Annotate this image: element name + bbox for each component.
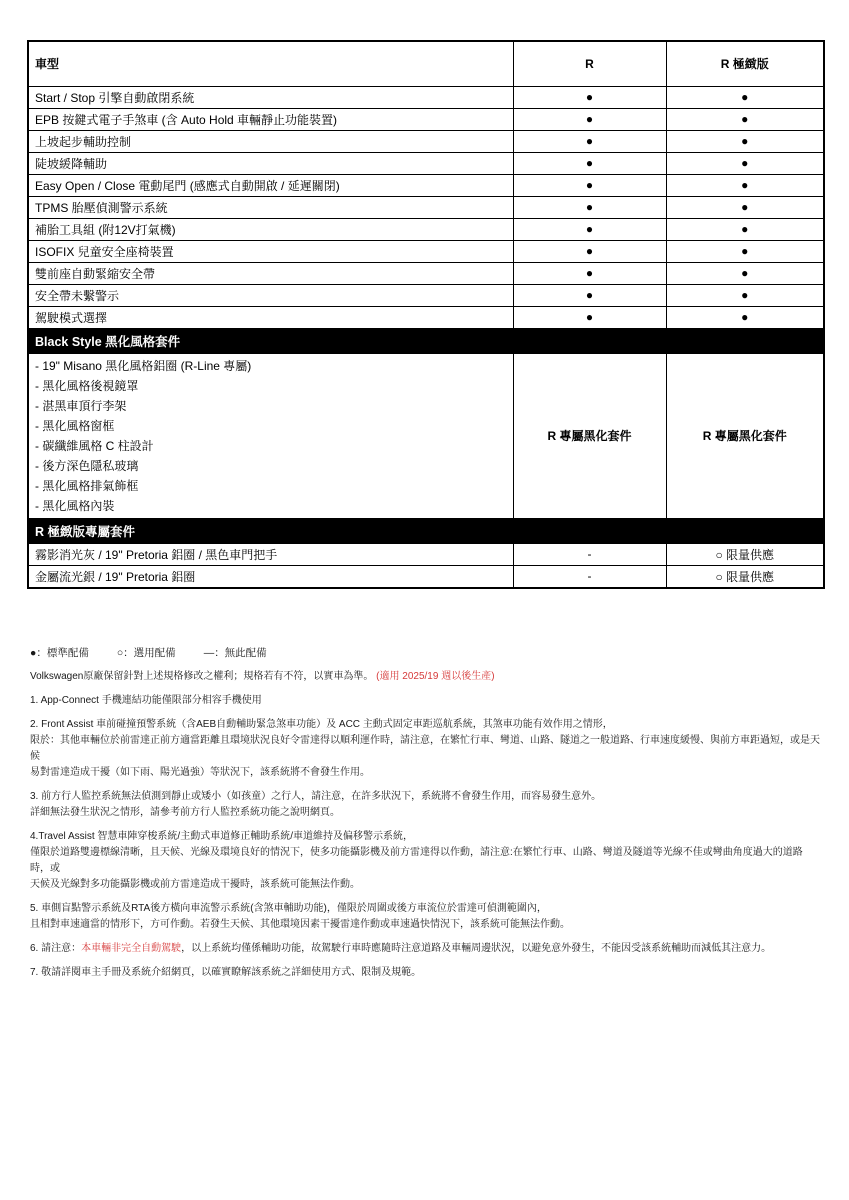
black-style-package-r-premium: R 專屬黑化套件 xyxy=(666,353,824,518)
disclaimer-text: Volkswagen原廠保留針對上述規格修改之權利；規格若有不符，以實車為準。 xyxy=(30,671,374,682)
availability-limited: ○ 限量供應 xyxy=(666,565,824,588)
availability-dot: ● xyxy=(666,306,824,328)
section-header-r-premium xyxy=(28,518,824,543)
availability-dot: ● xyxy=(513,262,666,284)
feature-name: TPMS 胎壓偵測警示系統 xyxy=(28,196,513,218)
availability-dot: ● xyxy=(513,174,666,196)
black-style-item: - 19" Misano 黑化風格鋁圈 (R-Line 專屬) xyxy=(35,358,252,373)
black-style-item: - 碳纖維風格 C 柱設計 xyxy=(35,438,154,453)
black-style-item: - 黑化風格後視鏡罩 xyxy=(35,378,139,393)
black-style-item: - 黑化風格內裝 xyxy=(35,498,115,513)
legend xyxy=(30,645,822,660)
availability-dot: ● xyxy=(513,152,666,174)
feature-name: Easy Open / Close 電動尾門 (感應式自動開啟 / 延遲關閉) xyxy=(28,174,513,196)
feature-name: Start / Stop 引擎自動啟閉系統 xyxy=(28,86,513,108)
availability-dot: ● xyxy=(666,130,824,152)
footnote-5: 5. 車側盲點警示系統及RTA後方橫向車流警示系統(含煞車輔助功能)，僅限於周圍或後方車流位於雷達可偵測範圍內， 且相對車速適當的情形下，方可作動。若發生天候、其他環境因素干擾雷達作動或車速過快情況下，該系統可能無法作動。 xyxy=(30,903,570,930)
availability-dot: ● xyxy=(666,174,824,196)
footnote-4: 4.Travel Assist 智慧車陣穿梭系統/主動式車道修正輔助系統/車道維持及偏移警示系統， 僅限於道路雙邊標線清晰，且天候、光線及環境良好的情況下，使多功能攝影機及前方雷達得以作動，請注意:在繁忙行車、山路、彎道及隧道等光線不佳或彎曲角度過大的道路時，或 天候及光線對多功能攝影機或前方雷達造成干擾時，該系統可能無法作動。 xyxy=(30,831,803,890)
availability-dot: ● xyxy=(513,240,666,262)
feature-name: 霧影消光灰 / 19" Pretoria 鋁圈 / 黑色車門把手 xyxy=(28,543,513,565)
feature-name: 雙前座自動緊縮安全帶 xyxy=(28,262,513,284)
feature-name: 駕駛模式選擇 xyxy=(28,306,513,328)
disclaimer xyxy=(30,669,822,685)
footnote-6-prefix: 6. 請注意： xyxy=(30,943,82,954)
footnote-3: 3. 前方行人監控系統無法偵測到靜止或矮小（如孩童）之行人，請注意，在許多狀況下，系統將不會發生作用，而容易發生意外。 詳細無法發生狀況之情形，請參考前方行人監控系統功能之說明網頁。 xyxy=(30,791,602,818)
table-row xyxy=(28,218,824,240)
col-header-r-premium: R 極緻版 xyxy=(666,41,824,86)
section-header-black-style xyxy=(28,328,824,353)
table-row xyxy=(28,306,824,328)
availability-dot: ● xyxy=(666,196,824,218)
black-style-item: - 湛黑車頂行李架 xyxy=(35,398,127,413)
black-style-item: - 黑化風格窗框 xyxy=(35,418,115,433)
availability-dot: ● xyxy=(513,130,666,152)
footnote-6-suffix: ，以上系統均僅係輔助功能，故駕駛行車時應隨時注意道路及車輛周邊狀況，以避免意外發生，不能因受該系統輔助而減低其注意力。 xyxy=(181,943,772,954)
col-header-r: R xyxy=(513,41,666,86)
legend-none: —：無此配備 xyxy=(203,647,267,659)
table-row xyxy=(28,240,824,262)
feature-name: 補胎工具組 (附12V打氣機) xyxy=(28,218,513,240)
table-row xyxy=(28,196,824,218)
feature-name: ISOFIX 兒童安全座椅裝置 xyxy=(28,240,513,262)
table-row xyxy=(28,152,824,174)
footnotes xyxy=(30,645,822,989)
feature-name: EPB 按鍵式電子手煞車 (含 Auto Hold 車輛靜止功能裝置) xyxy=(28,108,513,130)
footnote-6-warning: 本車輛非完全自動駕駛 xyxy=(81,943,182,954)
legend-standard: ●：標準配備 xyxy=(30,647,89,659)
black-style-item: - 後方深色隱私玻璃 xyxy=(35,458,139,473)
footnote-1: 1. App-Connect 手機連結功能僅限部分相容手機使用 xyxy=(30,695,262,706)
availability-dot: ● xyxy=(666,240,824,262)
availability-dot: ● xyxy=(666,86,824,108)
feature-name: 陡坡緩降輔助 xyxy=(28,152,513,174)
legend-optional: ○：選用配備 xyxy=(116,647,176,659)
availability-dot: ● xyxy=(513,284,666,306)
table-row xyxy=(28,108,824,130)
black-style-item: - 黑化風格排氣飾框 xyxy=(35,478,139,493)
feature-name: 上坡起步輔助控制 xyxy=(28,130,513,152)
availability-dot: ● xyxy=(513,196,666,218)
table-row xyxy=(28,86,824,108)
section-title: Black Style 黑化風格套件 xyxy=(28,328,824,353)
availability-dot: ● xyxy=(666,262,824,284)
availability-dot: ● xyxy=(513,306,666,328)
footnote-7: 7. 敬請詳閱車主手冊及系統介紹網頁，以確實瞭解該系統之詳細使用方式、限制及規範。 xyxy=(30,967,422,978)
black-style-package-r: R 專屬黑化套件 xyxy=(513,353,666,518)
footnote-2: 2. Front Assist 車前碰撞預警系統（含AEB自動輔助緊急煞車功能）及 ACC 主動式固定車距巡航系統，其煞車功能有效作用之情形， 限於：其他車輛位於前雷達正前方適當距離且環境狀況良好令雷達得以順利運作時，請注意，在繁忙行車、彎道、山路、隧道之一般道路、行車速度緩慢、與前方車距過短，或是天候 易對雷達造成干擾（如下雨、陽光過強）等狀況下，該系統將不會發生作用。 xyxy=(30,719,820,778)
table-header-row xyxy=(28,41,824,86)
table-row xyxy=(28,284,824,306)
footnote-6 xyxy=(30,941,822,957)
availability-dash: - xyxy=(513,543,666,565)
table-row xyxy=(28,262,824,284)
black-style-row xyxy=(28,353,824,518)
table-row xyxy=(28,130,824,152)
availability-dot: ● xyxy=(666,284,824,306)
section-title: R 極緻版專屬套件 xyxy=(28,518,824,543)
availability-dot: ● xyxy=(513,86,666,108)
table-row xyxy=(28,565,824,588)
black-style-items xyxy=(28,353,513,518)
spec-table xyxy=(27,40,825,589)
table-row xyxy=(28,543,824,565)
col-header-model: 車型 xyxy=(28,41,513,86)
availability-dash: - xyxy=(513,565,666,588)
feature-name: 金屬流光銀 / 19" Pretoria 鋁圈 xyxy=(28,565,513,588)
availability-dot: ● xyxy=(513,218,666,240)
disclaimer-red-note: (適用 2025/19 週以後生產) xyxy=(376,671,495,682)
availability-dot: ● xyxy=(666,152,824,174)
availability-dot: ● xyxy=(666,218,824,240)
availability-dot: ● xyxy=(513,108,666,130)
availability-dot: ● xyxy=(666,108,824,130)
feature-name: 安全帶未繫警示 xyxy=(28,284,513,306)
table-row xyxy=(28,174,824,196)
availability-limited: ○ 限量供應 xyxy=(666,543,824,565)
